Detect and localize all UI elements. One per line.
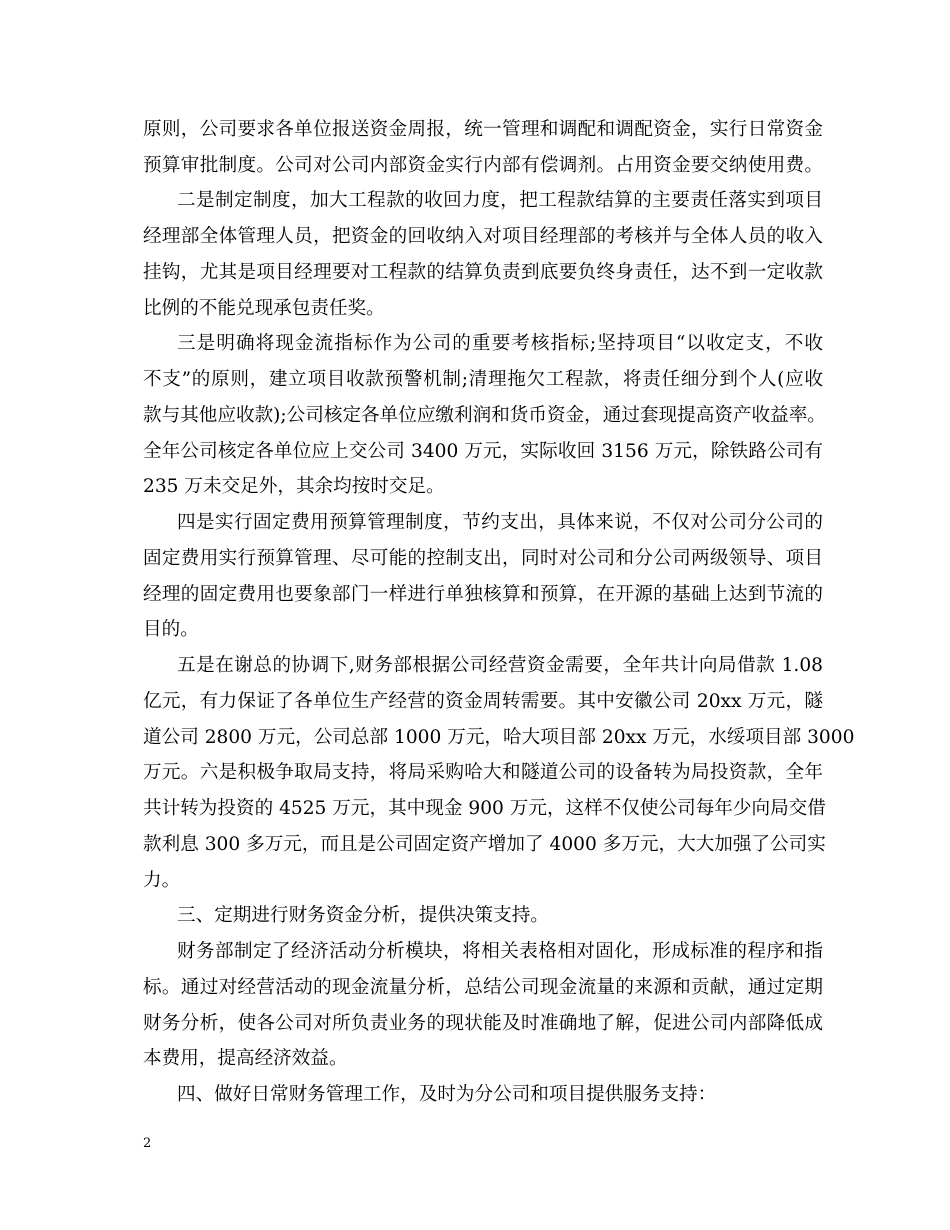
paragraph-line: 经理部全体管理人员，把资金的回收纳入对项目经理部的考核并与全体人员的收入 [143,226,823,247]
paragraph-line: 本费用，提高经济效益。 [143,1048,348,1069]
paragraph-line: 标。通过对经营活动的现金流量分析，总结公司现金流量的来源和贡献，通过定期 [143,977,823,998]
paragraph-line: 亿元，有力保证了各单位生产经营的资金周转需要。其中安徽公司 20xx 万元，隧 [143,691,823,712]
paragraph-line: 道公司 2800 万元，公司总部 1000 万元，哈大项目部 20xx 万元，水绥项目部 3000 [143,727,855,748]
paragraph-line: 全年公司核定各单位应上交公司 3400 万元，实际收回 3156 万元，除铁路公司有 [143,441,823,462]
paragraph-line: 三是明确将现金流指标作为公司的重要考核指标;坚持项目“以收定支，不收 [177,333,823,354]
paragraph-line: 财务分析，使各公司对所负责业务的现状能及时准确地了解，促进公司内部降低成 [143,1013,823,1034]
paragraph-line: 共计转为投资的 4525 万元，其中现金 900 万元，这样不仅使公司每年少向局交借 [143,798,826,819]
paragraph-line: 二是制定制度，加大工程款的收回力度，把工程款结算的主要责任落实到项目 [177,190,823,211]
paragraph-line: 经理的固定费用也要象部门一样进行单独核算和预算，在开源的基础上达到节流的 [143,584,823,605]
paragraph-line: 五是在谢总的协调下,财务部根据公司经营资金需要，全年共计向局借款 1.08 [177,655,823,676]
paragraph-line: 固定费用实行预算管理、尽可能的控制支出，同时对公司和分公司两级领导、项目 [143,548,823,569]
paragraph-line: 款与其他应收款);公司核定各单位应缴利润和货币资金，通过套现提高资产收益率。 [143,405,826,426]
paragraph-line: 235 万未交足外，其余均按时交足。 [143,476,445,497]
section-heading: 三、定期进行财务资金分析，提供决策支持。 [177,905,549,926]
paragraph-line: 比例的不能兑现承包责任奖。 [143,298,385,319]
paragraph-line: 力。 [143,870,181,891]
paragraph-line: 四是实行固定费用预算管理制度，节约支出，具体来说，不仅对公司分公司的 [177,512,823,533]
paragraph-line: 预算审批制度。公司对公司内部资金实行内部有偿调剂。占用资金要交纳使用费。 [143,155,823,176]
paragraph-line: 不支”的原则，建立项目收款预警机制;清理拖欠工程款，将责任细分到个人(应收 [143,369,823,390]
paragraph-line: 挂钩，尤其是项目经理要对工程款的结算负责到底要负终身责任，达不到一定收款 [143,262,823,283]
page-number: 2 [143,1136,152,1151]
paragraph-line: 目的。 [143,619,199,640]
paragraph-line: 万元。六是积极争取局支持，将局采购哈大和隧道公司的设备转为局投资款，全年 [143,762,823,783]
section-heading: 四、做好日常财务管理工作，及时为分公司和项目提供服务支持： [177,1084,717,1105]
paragraph-line: 财务部制定了经济活动分析模块，将相关表格相对固化，形成标准的程序和指 [177,941,823,962]
paragraph-line: 原则，公司要求各单位报送资金周报，统一管理和调配和调配资金，实行日常资金 [143,119,823,140]
paragraph-line: 款利息 300 多万元，而且是公司固定资产增加了 4000 多万元，大大加强了公司实 [143,834,826,855]
